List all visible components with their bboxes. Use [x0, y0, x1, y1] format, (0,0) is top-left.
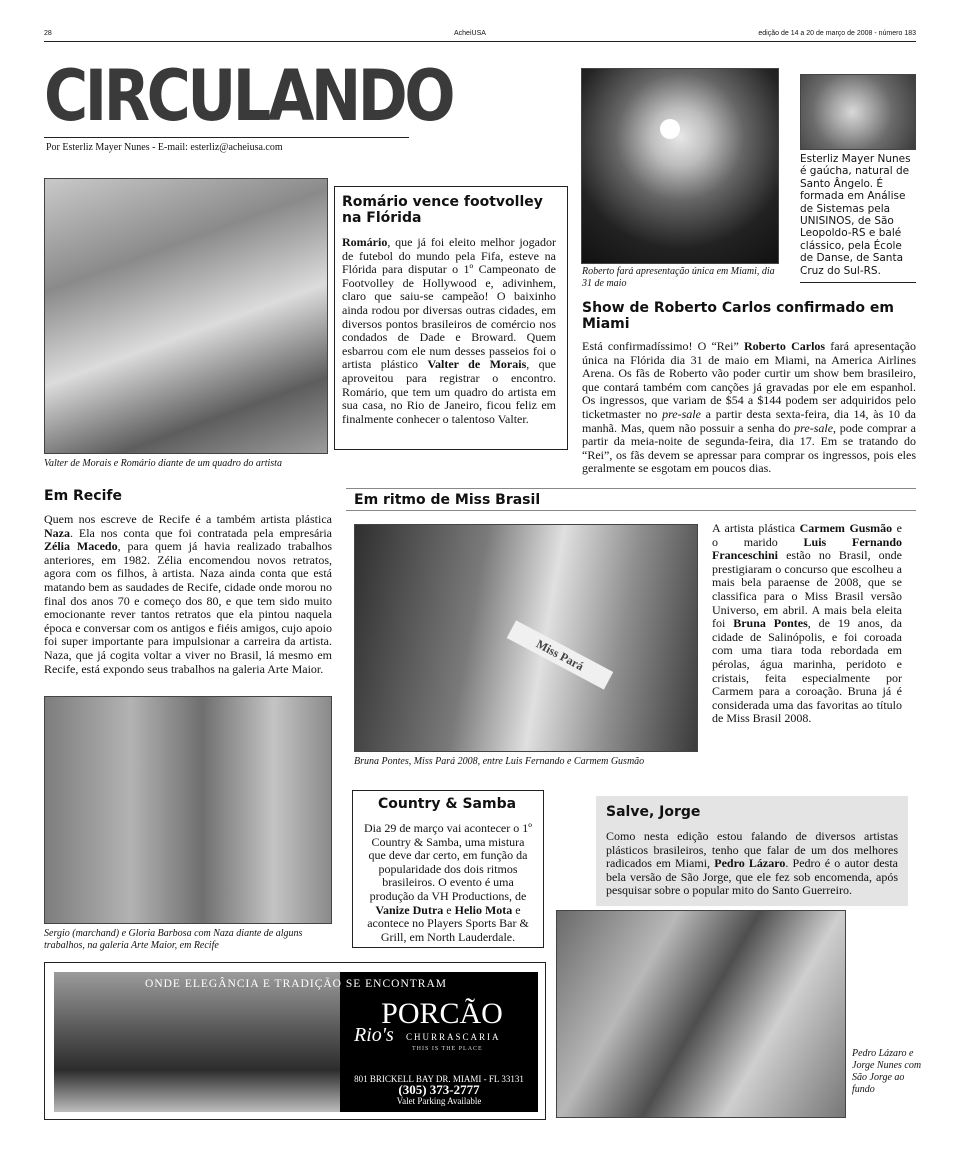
- roberto-carlos-photo: [581, 68, 779, 264]
- miss-photo: [354, 524, 698, 752]
- ad-tagline: ONDE ELEGÂNCIA E TRADIÇÃO SE ENCONTRAM: [145, 978, 447, 990]
- masthead-rule: [44, 137, 409, 138]
- section-title: CIRCULANDO: [44, 55, 453, 137]
- recife-headline: Em Recife: [44, 488, 122, 504]
- porcao-ad: [54, 972, 538, 1112]
- page-number: 28: [44, 30, 52, 37]
- byline: Por Esterliz Mayer Nunes - E-mail: esterliz@acheiusa.com: [46, 142, 283, 153]
- publication-name: AcheiUSA: [454, 30, 486, 37]
- miss-bottom-rule: [346, 510, 916, 511]
- miss-sash: Miss Pará: [507, 620, 614, 689]
- jorge-headline: Salve, Jorge: [606, 804, 701, 820]
- jorge-caption: Pedro Lázaro e Jorge Nunes com São Jorge ao fundo: [852, 1048, 922, 1095]
- romario-photo: [44, 178, 328, 454]
- edition-info: edição de 14 a 20 de março de 2008 - número 183: [758, 30, 916, 37]
- ad-brand: PORCÃO: [381, 997, 503, 1030]
- country-headline: Country & Samba: [377, 796, 517, 812]
- columnist-photo: [800, 74, 916, 150]
- romario-body: Romário, que já foi eleito melhor jogador de futebol do mundo pela Fifa, esteve na Flórida para disputar o 1º Campeonato de Footvolley de Hollywood e, adivinhem, claro que saiu-se campeão! O baixinho ainda rodou por diversas outras cidades, em diversos pontos brasileiros de comércio nos condados de Dade e Broward. Quem esbarrou com ele num desses passeios foi o artista plástico Valter de Morais, que aproveitou para registrar o encontro. Romário, que tem um quadro do artista em sua casa, no Rio de Janeiro, ficou feliz em finalmente conhecer o talentoso Valter.: [342, 235, 556, 426]
- columnist-rule: [800, 282, 916, 283]
- miss-caption: Bruna Pontes, Miss Pará 2008, entre Luis Fernando e Carmem Gusmão: [354, 756, 645, 767]
- ad-sub: CHURRASCARIA: [406, 1032, 501, 1042]
- romario-caption: Valter de Morais e Romário diante de um quadro do artista: [44, 458, 282, 469]
- ad-slogan: THIS IS THE PLACE: [412, 1046, 483, 1052]
- top-rule: [44, 41, 916, 42]
- recife-caption: Sergio (marchand) e Gloria Barbosa com Naza diante de alguns trabalhos, na galeria Arte Maior, em Recife: [44, 928, 303, 951]
- miss-body: A artista plástica Carmem Gusmão e o marido Luis Fernando Franceschini estão no Brasil, onde prestigiaram o concurso que escolheu a mais bela paraense de 2008, que se classifica para o Miss Brasil versão Universo, em abril. A mais bela eleita foi Bruna Pontes, de 19 anos, da cidade de Salinópolis, e foi coroada com uma tiara toda rebordada em pérolas, água marinha, peridoto e cristais, feita especialmente por Carmem para a coroação. Bruna já é considerada uma das favoritas ao título de Miss Brasil 2008.: [712, 521, 903, 726]
- roberto-headline: Show de Roberto Carlos confirmado em Miami: [582, 300, 894, 332]
- recife-photo: [44, 696, 332, 924]
- roberto-caption: Roberto fará apresentação única em Miami, dia 31 de maio: [582, 266, 775, 289]
- miss-top-rule: [346, 488, 916, 489]
- country-body: Dia 29 de março vai acontecer o 1º Country & Samba, uma mistura que deve dar certo, em função da popularidade dos dois ritmos brasileiros. O evento é uma produção da VH Productions, de Vanize Dutra e Helio Mota e acontece no Players Sports Bar & Grill, em North Lauderdale.: [364, 821, 532, 944]
- ad-address: 801 BRICKELL BAY DR. MIAMI - FL 33131: [354, 1074, 524, 1084]
- ad-valet: Valet Parking Available: [396, 1096, 482, 1106]
- roberto-body: Está confirmadíssimo! O “Rei” Roberto Carlos fará apresentação única na Flórida dia 31 de maio em Miami, na America Airlines Arena. Os fãs de Roberto vão poder curtir um show bem brasileiro, que contará também com canções já gravadas por ele em espanhol. Os ingressos, que variam de $54 a $144 podem ser adquiridos pelo ticketmaster no pre-sale a partir desta sexta-feira, dia 14, às 10 da manhã. Mas, quem não possuir a senha do pre-sale, pode comprar a partir da meia-noite de segunda-feira, dia 17. Em se tratando do “Rei”, os fãs devem se apressar para comprar os ingressos, pois eles geralmente se esgotam em poucos dias.: [582, 339, 917, 476]
- jorge-body: Como nesta edição estou falando de diversos artistas plásticos brasileiros, tenho que falar de um dos melhores radicados em Miami, Pedro Lázaro. Pedro é o autor desta bela versão de São Jorge, que ele fez sob encomenda, após pesquisar sobre o popular mito do Santo Guerreiro.: [606, 829, 898, 898]
- jorge-photo: [556, 910, 846, 1118]
- ad-script-logo: Rio's: [354, 1024, 394, 1046]
- recife-body: Quem nos escreve de Recife é a também artista plástica Naza. Ela nos conta que foi contratada pela empresária Zélia Macedo, para quem já havia realizado trabalhos anteriores, em 1982. Zélia encomendou novos retratos, agora com os filhos, à artista. Naza ainda conta que está matando bem as saudades de Recife, cidade onde morou no final dos anos 70 e começo dos 80, e que tem sido muito emocionante rever tantos retratos que ela pintou naquela época e conversar com os antigos e fiéis amigos, cujo apoio foi super importante para impulsionar a carreira da artista. Naza, que já cogita voltar a viver no Brasil, lá mesmo em Recife, está expondo seus trabalhos na galeria Arte Maior.: [44, 512, 332, 676]
- miss-headline: Em ritmo de Miss Brasil: [354, 492, 541, 508]
- rose-icon: [660, 119, 680, 139]
- columnist-bio: Esterliz Mayer Nunes é gaúcha, natural de Santo Ângelo. É formada em Análise de Sistemas pela UNISINOS, de São Leopoldo-RS e balé clássico, pela École de Danse, de Santa Cruz do Sul-RS.: [800, 153, 911, 277]
- romario-headline: Romário vence footvolley na Flórida: [342, 194, 543, 226]
- restaurant-photo: [54, 972, 340, 1112]
- ad-phone[interactable]: (305) 373-2777: [398, 1082, 480, 1097]
